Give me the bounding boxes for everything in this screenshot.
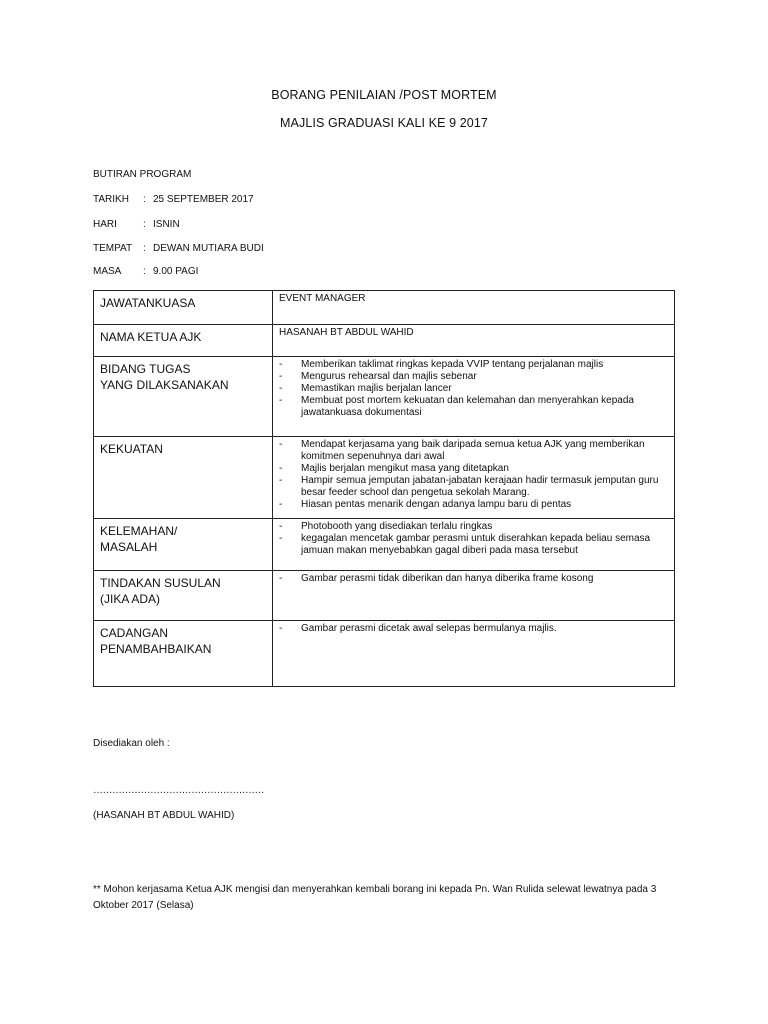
cadangan-list (279, 623, 670, 635)
bidang-value (273, 357, 675, 437)
tindakan-label (94, 571, 273, 621)
kekuatan-list (279, 439, 670, 511)
program-value: ISNIN (153, 219, 180, 230)
tindakan-label-line1: TINDAKAN SUSULAN (100, 576, 221, 590)
program-label: MASA (93, 266, 122, 277)
program-row-masa (93, 266, 198, 277)
jawatankuasa-label: JAWATANKUASA (94, 291, 273, 325)
list-item: - Memberikan taklimat ringkas kepada VVIP tentang perjalanan majlis (279, 359, 670, 371)
evaluation-table (93, 290, 675, 687)
list-item: - Gambar perasmi tidak diberikan dan hanya diberika frame kosong (279, 573, 670, 585)
program-sep: : (143, 194, 146, 205)
kelemahan-label (94, 519, 273, 571)
program-row-hari (93, 219, 180, 230)
kekuatan-label: KEKUATAN (94, 437, 273, 519)
cadangan-label (94, 621, 273, 687)
ketua-value: HASANAH BT ABDUL WAHID (273, 325, 675, 357)
cadangan-label-line2: PENAMBAHBAIKAN (100, 642, 212, 656)
list-item: - Hampir semua jemputan jabatan-jabatan kerajaan hadir termasuk jemputan guru besar feeder school dan pengetua sekolah Marang. (279, 475, 670, 499)
cadangan-label-line1: CADANGAN (100, 626, 169, 640)
list-item: - Memastikan majlis berjalan lancer (279, 383, 670, 395)
program-row-tarikh (93, 194, 254, 205)
program-value: 25 SEPTEMBER 2017 (153, 194, 254, 205)
table-row (94, 291, 675, 325)
cadangan-value (273, 621, 675, 687)
bidang-label (94, 357, 273, 437)
program-sep: : (143, 243, 146, 254)
kelemahan-label-line1: KELEMAHAN/ (100, 524, 178, 538)
program-value: DEWAN MUTIARA BUDI (153, 243, 264, 254)
table-row (94, 519, 675, 571)
ketua-label: NAMA KETUA AJK (94, 325, 273, 357)
program-row-tempat (93, 243, 264, 254)
program-label: TEMPAT (93, 243, 133, 254)
program-heading: BUTIRAN PROGRAM (93, 169, 192, 180)
table-row (94, 357, 675, 437)
list-item: - Gambar perasmi dicetak awal selepas bermulanya majlis. (279, 623, 670, 635)
program-label: TARIKH (93, 194, 129, 205)
list-item: - Photobooth yang disediakan terlalu ringkas (279, 521, 670, 533)
kekuatan-value (273, 437, 675, 519)
table-row (94, 571, 675, 621)
footer-note: ** Mohon kerjasama Ketua AJK mengisi dan menyerahkan kembali borang ini kepada Pn. Wan Rulida selewat lewatnya pada 3 Oktober 2017 (Selasa) (93, 884, 657, 911)
program-sep: : (143, 266, 146, 277)
table-row (94, 621, 675, 687)
list-item: - Mengurus rehearsal dan majlis sebenar (279, 371, 670, 383)
list-item: - kegagalan mencetak gambar perasmi untuk diserahkan kepada beliau semasa jamuan makan menyebabkan gagal diberi pada masa tersebut (279, 533, 670, 557)
kelemahan-value (273, 519, 675, 571)
program-sep: : (143, 219, 146, 230)
table-row (94, 325, 675, 357)
tindakan-value (273, 571, 675, 621)
prepared-by-label: Disediakan oleh : (93, 738, 170, 749)
form-title: BORANG PENILAIAN /POST MORTEM (271, 88, 497, 102)
bidang-label-line1: BIDANG TUGAS (100, 362, 191, 376)
list-item: - Majlis berjalan mengikut masa yang ditetapkan (279, 463, 670, 475)
jawatankuasa-value: EVENT MANAGER (273, 291, 675, 325)
program-value: 9.00 PAGI (153, 266, 199, 277)
list-item: - Hiasan pentas menarik dengan adanya lampu baru di pentas (279, 499, 670, 511)
form-subtitle: MAJLIS GRADUASI KALI KE 9 2017 (280, 116, 488, 130)
tindakan-list (279, 573, 670, 585)
kelemahan-list (279, 521, 670, 557)
program-label: HARI (93, 219, 117, 230)
kelemahan-label-line2: MASALAH (100, 540, 158, 554)
tindakan-label-line2: (JIKA ADA) (100, 592, 161, 606)
bidang-list (279, 359, 670, 419)
list-item: - Membuat post mortem kekuatan dan kelemahan dan menyerahkan kepada jawatankuasa dokumentasi (279, 395, 670, 419)
list-item: - Mendapat kerjasama yang baik daripada semua ketua AJK yang memberikan komitmen sepenuhnya dari awal (279, 439, 670, 463)
bidang-label-line2: YANG DILAKSANAKAN (100, 378, 229, 392)
preparer-name: (HASANAH BT ABDUL WAHID) (93, 810, 235, 821)
signature-line: ……………………………………………… (93, 785, 264, 796)
table-row (94, 437, 675, 519)
